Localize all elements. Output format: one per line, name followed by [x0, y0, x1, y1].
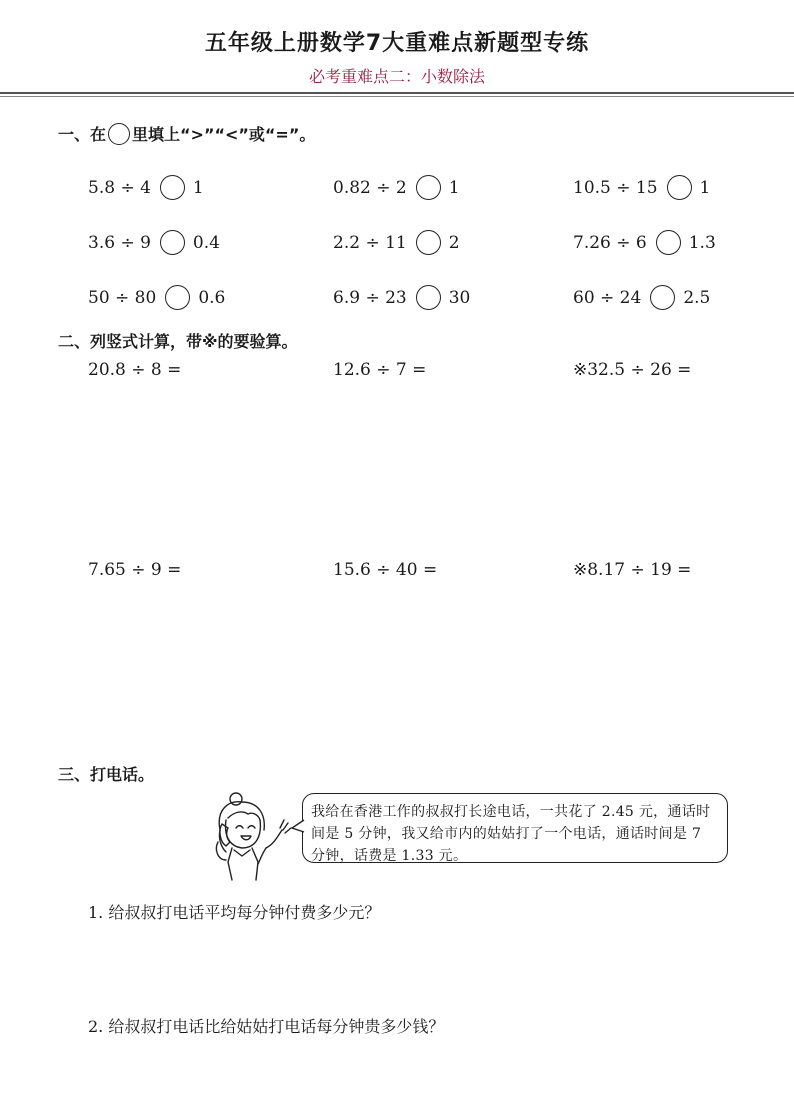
calc-problem: 12.6 ÷ 7 =: [333, 360, 427, 380]
compare-value: 30: [448, 287, 471, 308]
compare-expression: 5.8 ÷ 4: [88, 177, 151, 198]
section1-heading-suffix: 里填上“>”“<”或“=”。: [132, 125, 316, 144]
girl-on-phone-icon: [208, 790, 308, 886]
compare-expression: 0.82 ÷ 2: [333, 177, 407, 198]
compare-item: [573, 285, 710, 310]
circle-icon: [108, 123, 130, 145]
compare-item: [573, 175, 710, 200]
compare-answer-circle[interactable]: [650, 285, 675, 310]
compare-expression: 50 ÷ 80: [88, 287, 157, 308]
compare-item: [88, 175, 204, 200]
compare-expression: 7.26 ÷ 6: [573, 232, 647, 253]
compare-value: 2.5: [683, 287, 711, 308]
compare-answer-circle[interactable]: [416, 285, 441, 310]
compare-answer-circle[interactable]: [160, 175, 185, 200]
compare-value: 0.4: [192, 232, 220, 253]
compare-value: 0.6: [198, 287, 226, 308]
compare-value: 1: [192, 177, 204, 198]
compare-item: [333, 175, 460, 200]
compare-value: 1.3: [688, 232, 716, 253]
compare-answer-circle[interactable]: [160, 230, 185, 255]
compare-answer-circle[interactable]: [416, 230, 441, 255]
calc-problem: 7.65 ÷ 9 =: [88, 560, 182, 580]
compare-expression: 3.6 ÷ 9: [88, 232, 151, 253]
section3-heading: 三、打电话。: [58, 765, 155, 784]
header-divider-thin: [0, 96, 794, 97]
question-1: 1. 给叔叔打电话平均每分钟付费多少元？: [88, 903, 381, 922]
compare-item: [88, 230, 220, 255]
section2-heading: 二、列竖式计算，带※的要验算。: [58, 332, 298, 351]
compare-expression: 2.2 ÷ 11: [333, 232, 407, 253]
speech-tail-icon: [290, 818, 306, 834]
compare-item: [333, 285, 470, 310]
compare-value: 1: [448, 177, 460, 198]
calc-problem: ※32.5 ÷ 26 =: [573, 360, 692, 380]
compare-answer-circle[interactable]: [165, 285, 190, 310]
compare-item: [333, 230, 460, 255]
page-title: 五年级上册数学7大重难点新题型专练: [204, 31, 590, 56]
question-2: 2. 给叔叔打电话比给姑姑打电话每分钟贵多少钱？: [88, 1017, 445, 1036]
page-subtitle: 必考重难点二：小数除法: [308, 67, 485, 86]
speech-bubble: 我给在香港工作的叔叔打长途电话，一共花了 2.45 元，通话时间是 5 分钟，我又给市内的姑姑打了一个电话，通话时间是 7 分钟，话费是 1.33 元。: [302, 793, 728, 863]
compare-item: [573, 230, 716, 255]
compare-item: [88, 285, 225, 310]
compare-answer-circle[interactable]: [667, 175, 692, 200]
compare-answer-circle[interactable]: [656, 230, 681, 255]
calc-problem: 15.6 ÷ 40 =: [333, 560, 438, 580]
compare-expression: 6.9 ÷ 23: [333, 287, 407, 308]
compare-value: 1: [699, 177, 711, 198]
compare-answer-circle[interactable]: [416, 175, 441, 200]
section1-heading: [58, 122, 315, 145]
calc-problem: 20.8 ÷ 8 =: [88, 360, 182, 380]
section1-heading-prefix: 一、在: [58, 125, 107, 144]
compare-expression: 10.5 ÷ 15: [573, 177, 658, 198]
calc-problem: ※8.17 ÷ 19 =: [573, 560, 692, 580]
compare-expression: 60 ÷ 24: [573, 287, 642, 308]
header-divider: [0, 92, 794, 94]
compare-value: 2: [448, 232, 460, 253]
